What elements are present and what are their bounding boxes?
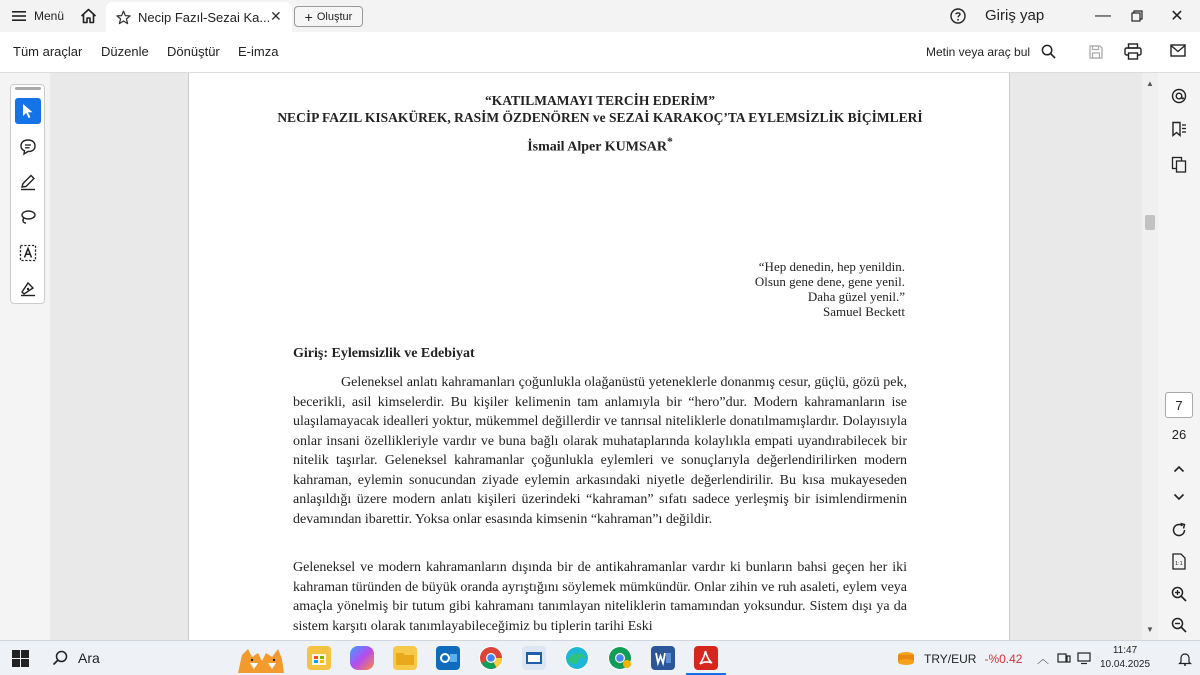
select-tool[interactable]: [15, 98, 41, 124]
currency-stack-icon: [896, 651, 916, 667]
comment-tool[interactable]: [15, 134, 41, 160]
store-icon: [307, 646, 331, 670]
taskbar-search-label: Ara: [78, 650, 100, 666]
quick-tools-panel: [10, 84, 45, 304]
pen-icon: [19, 173, 37, 191]
menu-button[interactable]: [12, 7, 64, 25]
chevron-down-icon: [1173, 493, 1185, 501]
word-icon: [651, 646, 675, 670]
copy-icon: [1171, 156, 1187, 173]
text-box-icon: [19, 244, 37, 262]
svg-text:1:1: 1:1: [1175, 560, 1183, 567]
epigraph-attribution: Samuel Beckett: [823, 304, 905, 319]
tray-device-icon[interactable]: [1057, 651, 1071, 670]
chrome-icon: [479, 646, 503, 670]
paragraph: Geleneksel ve modern kahramanların dışında bir de antikahramanlar vardır ki bunların bahsi geçen her iki kahraman türünden de büyük oranda ayrıştığını söylemek mümkündür. Onlar zihin ve ruh asaleti, eylem veya amaçla yönelmiş bir tutum gibi kahramanı tanımlayan niteliklerin tamamından yoksundur. Sistem dışı ya da sistem karşıtı olarak tanımlayabileceğimiz bu tiplerin tarihi Eski: [293, 560, 907, 634]
zoom-in-button[interactable]: [1168, 583, 1190, 605]
tab-title: Necip Fazıl-Sezai Ka...: [138, 10, 271, 25]
author-footnote-mark: *: [666, 135, 673, 148]
help-button[interactable]: [950, 8, 966, 29]
new-tab-label: Oluştur: [316, 10, 353, 23]
search-icon: [1041, 44, 1056, 59]
print-icon: [1124, 43, 1142, 60]
start-button[interactable]: [12, 650, 29, 672]
scrollbar-thumb[interactable]: [1145, 215, 1155, 230]
star-icon[interactable]: [116, 10, 131, 25]
taskbar-app-acrobat[interactable]: [694, 646, 718, 670]
menu-label: Menü: [34, 9, 65, 23]
copy-pages-button[interactable]: [1168, 153, 1190, 175]
text-select-tool[interactable]: [15, 240, 41, 266]
document-tab[interactable]: [106, 2, 292, 32]
taskbar-app-copilot[interactable]: [350, 646, 374, 670]
section-title: Giriş: Eylemsizlik ve Edebiyat: [293, 346, 475, 361]
taskbar-app-edge[interactable]: [565, 646, 589, 670]
zoom-out-icon: [1171, 617, 1187, 633]
search-icon: [52, 650, 68, 666]
search-highlight-image: [232, 643, 290, 675]
new-tab-button[interactable]: [294, 6, 363, 27]
page-total: 26: [1171, 427, 1187, 442]
taskbar-app-outlook[interactable]: [436, 646, 460, 670]
document-title-line-1: “KATILMAMAYI TERCİH EDERİM”: [484, 93, 716, 108]
next-page-button[interactable]: [1168, 486, 1190, 508]
title-bar: [0, 0, 1200, 32]
tray-network-icon[interactable]: [1077, 651, 1091, 670]
mail-icon: [1170, 44, 1186, 57]
draw-tool[interactable]: [15, 204, 41, 230]
epigraph-line: Daha güzel yenil.”: [807, 289, 905, 304]
scroll-up-icon[interactable]: ▲: [1146, 79, 1154, 88]
sign-tool[interactable]: [15, 275, 41, 301]
chrome-icon: [608, 646, 632, 670]
epigraph-line: “Hep denedin, hep yenildin.: [758, 259, 905, 274]
notification-bell-button[interactable]: [1178, 651, 1192, 671]
comment-icon: [19, 138, 37, 156]
taskbar-search[interactable]: [52, 650, 100, 666]
restore-icon: [1131, 10, 1143, 22]
all-tools-menu[interactable]: Tüm araçlar: [13, 44, 83, 59]
find-tool-label[interactable]: Metin veya araç bul: [926, 45, 1031, 59]
save-button[interactable]: [1088, 44, 1104, 65]
previous-page-button[interactable]: [1168, 458, 1190, 480]
clock-date: 10.04.2025: [1100, 659, 1151, 670]
currency-change: -%0.42: [984, 652, 1023, 666]
close-window-button[interactable]: [1160, 4, 1194, 28]
rotate-button[interactable]: [1168, 519, 1190, 541]
taskbar-app-word[interactable]: [651, 646, 675, 670]
bookmarks-button[interactable]: [1168, 118, 1190, 140]
cursor-icon: [21, 103, 35, 119]
paragraph: Geleneksel anlatı kahramanları çoğunlukla olağanüstü yeteneklerle donanmış cesur, güçlü, gözü pek, becerikli, asil kimselerdir. Bu kişiler kelimenin tam anlamıyla bir “hero”dur. Modern kahramanların ise ulaşılamayacak idealleri yoktur, mükemmel değillerdir ve tanrısal niteliklerle donatılmamışlardır. Dolayısıyla onlar insani özellikleriyle vardır ve buna bağlı olarak muhataplarında kolaylıkla empati uyandırabilecek bir nitelik taşırlar. Geleneksel kahramanlar çoğunlukla eylemleri ve sonuçlarıyla değerlendirilirken modern kahraman, eylemin sonucundan ziyade eylemin arkasındaki niyetle değerlendirilir. Bu kısa mukayeseden anlaşıldığı üzere modern anlatı kişileri üzerindeki “kahraman” sıfatı sadece yerleşmiş bir isimlendirmenin devamından ibarettir. Yoksa onlar esasında kimsenin “kahraman”ı değildir.: [293, 375, 907, 527]
scroll-down-icon[interactable]: ▼: [1146, 625, 1154, 634]
restore-button[interactable]: [1120, 4, 1154, 28]
home-button[interactable]: [80, 8, 97, 29]
page-number-input[interactable]: 7: [1165, 392, 1193, 418]
outlook-icon: [436, 646, 460, 670]
folder-icon: [393, 646, 417, 670]
print-button[interactable]: [1124, 43, 1142, 65]
bell-icon: [1178, 651, 1192, 666]
acrobat-icon: [694, 646, 718, 670]
taskbar-app-chrome-profile[interactable]: [608, 646, 632, 670]
zoom-in-icon: [1171, 586, 1187, 602]
vertical-scrollbar[interactable]: [1142, 73, 1158, 640]
taskbar-app-store[interactable]: [307, 646, 331, 670]
help-icon: [950, 8, 966, 24]
pdf-page: [188, 73, 1010, 640]
zoom-out-button[interactable]: [1168, 614, 1190, 636]
fox-illustration-icon: [232, 643, 290, 675]
panel-grip[interactable]: [15, 87, 41, 90]
windows-icon: [12, 650, 29, 667]
search-button[interactable]: [1041, 44, 1056, 64]
fountain-pen-icon: [19, 279, 37, 297]
taskbar: [0, 640, 1200, 675]
tray-chevron-up-icon[interactable]: ︿: [1037, 652, 1050, 666]
toolbar: [0, 32, 1200, 73]
esign-menu[interactable]: E-imza: [238, 44, 279, 59]
page-fit-icon: [1172, 553, 1186, 570]
assistant-icon: [1171, 88, 1187, 104]
rotate-icon: [1171, 522, 1187, 538]
highlight-tool[interactable]: [15, 169, 41, 195]
taskbar-app-explorer[interactable]: [393, 646, 417, 670]
plus-icon: +: [304, 8, 313, 25]
author-name: İsmail Alper KUMSAR: [527, 139, 667, 155]
device-icon: [1057, 651, 1071, 665]
epigraph-line: Olsun gene dene, gene yenil.: [754, 274, 905, 289]
email-button[interactable]: [1170, 44, 1186, 62]
convert-menu[interactable]: Dönüştür: [167, 44, 220, 59]
minimize-icon: —: [1095, 7, 1111, 24]
close-icon: ✕: [1170, 8, 1184, 25]
window-icon: [522, 646, 546, 670]
minimize-button[interactable]: [1086, 4, 1120, 28]
close-tab-icon[interactable]: ✕: [270, 8, 282, 24]
home-icon: [80, 8, 97, 24]
bookmark-icon: [1171, 121, 1187, 137]
signin-button[interactable]: Giriş yap: [985, 7, 1045, 24]
hamburger-icon: [12, 10, 26, 22]
edit-menu[interactable]: Düzenle: [101, 44, 149, 59]
clock-time: 11:47: [1112, 645, 1138, 656]
document-author: [189, 135, 1011, 156]
chevron-up-icon: [1173, 465, 1185, 473]
edge-icon: [565, 646, 589, 670]
save-icon: [1088, 44, 1104, 60]
document-title-line-2: NECİP FAZIL KISAKÜREK, RASİM ÖZDENÖREN ve SEZAİ KARAKOÇ’TA EYLEMSİZLİK BİÇİMLERİ: [277, 110, 923, 125]
taskbar-app-chrome[interactable]: [479, 646, 503, 670]
ai-assistant-button[interactable]: [1168, 85, 1190, 107]
currency-widget[interactable]: [896, 651, 1022, 667]
system-clock[interactable]: [1100, 644, 1150, 672]
currency-pair: TRY/EUR: [924, 652, 977, 666]
lasso-icon: [19, 208, 37, 226]
taskbar-app-window[interactable]: [522, 646, 546, 670]
page-fit-button[interactable]: [1168, 550, 1190, 572]
network-icon: [1077, 651, 1091, 665]
